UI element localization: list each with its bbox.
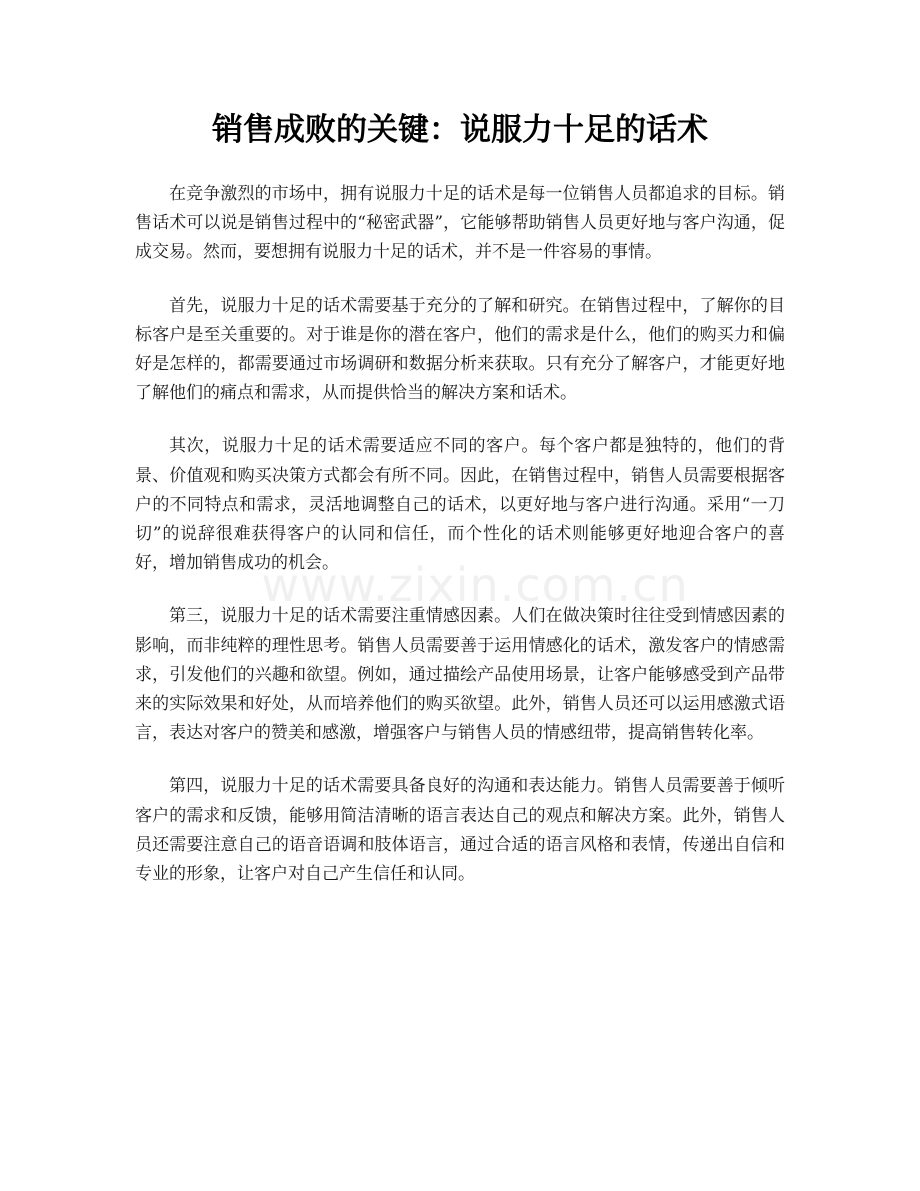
watermark-text: www.zixin.com.cn [261, 558, 689, 612]
paragraph-2: 首先，说服力十足的话术需要基于充分的了解和研究。在销售过程中，了解你的目标客户是至关重要的。对于谁是你的潜在客户，他们的需求是什么，他们的购买力和偏好是怎样的，都需要通过市场调研和数据分析来获取。只有充分了解客户，才能更好地了解他们的痛点和需求，从而提供恰当的解决方案和话术。 [135, 295, 785, 404]
paragraph-5: 第四，说服力十足的话术需要具备良好的沟通和表达能力。销售人员需要善于倾听客户的需求和反馈，能够用简洁清晰的语言表达自己的观点和解决方案。此外，销售人员还需要注意自己的语音语调和肢体语言，通过合适的语言风格和表情，传递出自信和专业的形象，让客户对自己产生信任和认同。 [135, 776, 785, 885]
paragraph-4: 第三，说服力十足的话术需要注重情感因素。人们在做决策时往往受到情感因素的影响，而非纯粹的理性思考。销售人员需要善于运用情感化的话术，激发客户的情感需求，引发他们的兴趣和欲望。例如，通过描绘产品使用场景，让客户能够感受到产品带来的实际效果和好处，从而培养他们的购买欲望。此外，销售人员还可以运用感激式语言，表达对客户的赞美和感激，增强客户与销售人员的情感纽带，提高销售转化率。 [135, 606, 785, 744]
document-body [135, 180, 785, 913]
paragraph-3: 其次，说服力十足的话术需要适应不同的客户。每个客户都是独特的，他们的背景、价值观和购买决策方式都会有所不同。因此，在销售过程中，销售人员需要根据客户的不同特点和需求，灵活地调整自己的话术，以更好地与客户进行沟通。采用“一刀切”的说辞很难获得客户的认同和信任，而个性化的话术则能够更好地迎合客户的喜好，增加销售成功的机会。 [135, 436, 785, 574]
paragraph-1: 在竞争激烈的市场中，拥有说服力十足的话术是每一位销售人员都追求的目标。销售话术可以说是销售过程中的“秘密武器”，它能够帮助销售人员更好地与客户沟通，促成交易。然而，要想拥有说服力十足的话术，并不是一件容易的事情。 [135, 184, 785, 263]
document-title: 销售成败的关键：说服力十足的话术 [212, 112, 708, 148]
